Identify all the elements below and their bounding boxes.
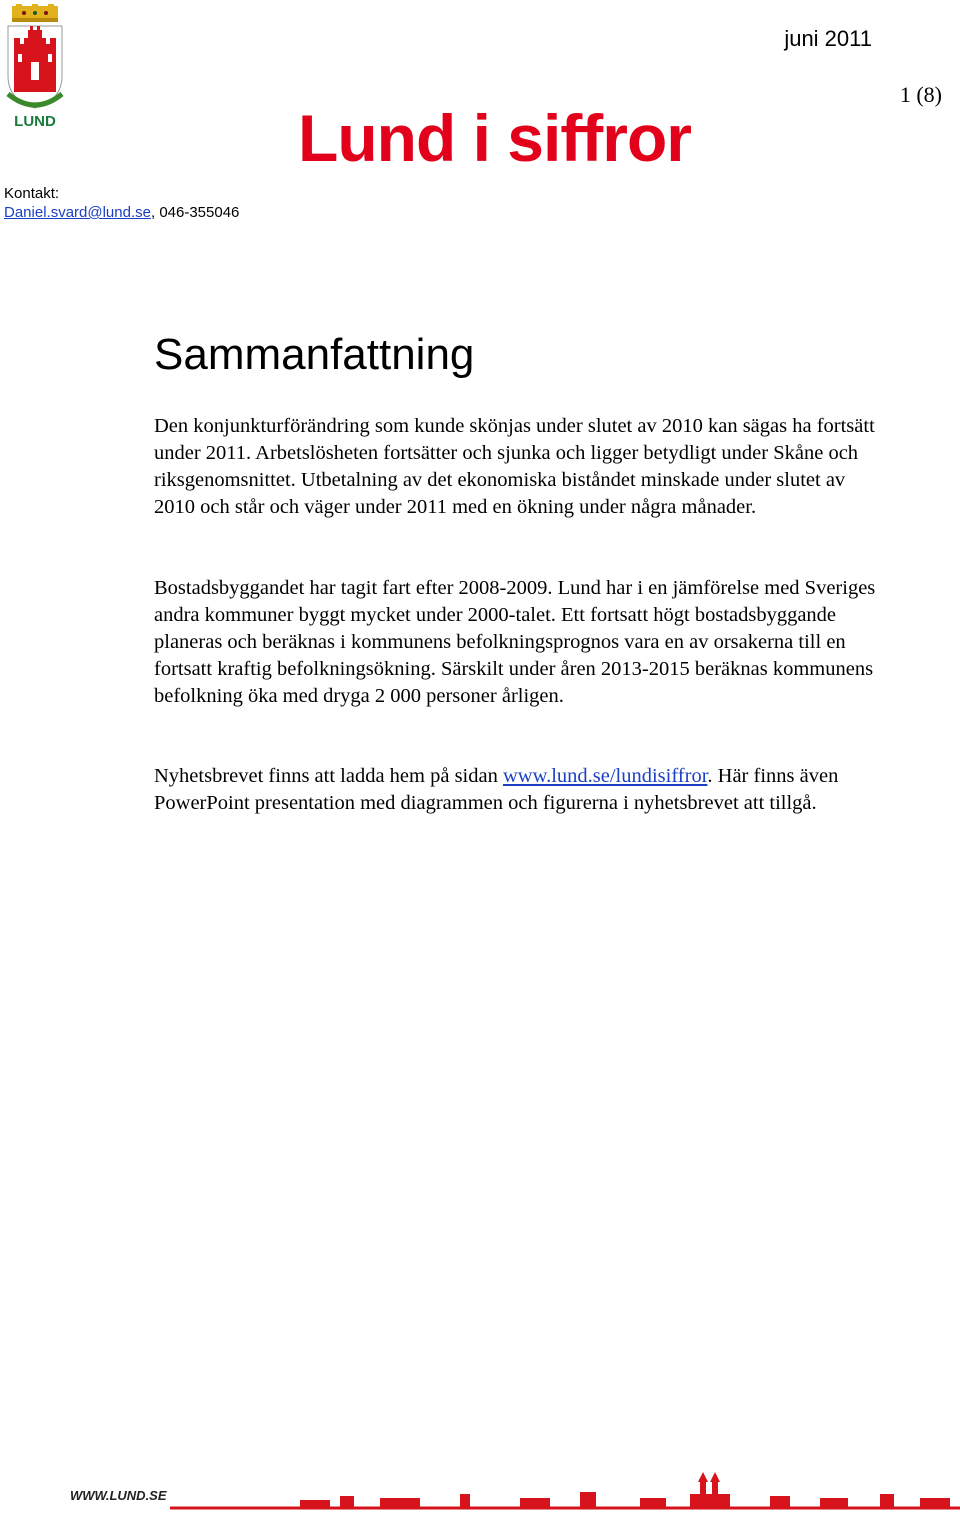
svg-text:LUND: LUND bbox=[14, 113, 56, 130]
p3-text-before: Nyhetsbrevet finns att ladda hem på sidan bbox=[154, 765, 503, 787]
summary-paragraph-3 bbox=[154, 763, 884, 817]
document-date: juni 2011 bbox=[784, 26, 872, 51]
section-heading: Sammanfattning bbox=[154, 330, 475, 379]
contact-label: Kontakt: bbox=[4, 185, 60, 202]
summary-paragraph-2: Bostadsbyggandet har tagit fart efter 2008-2009. Lund har i en jämförelse med Sveriges andra kommuner byggt mycket under 2000-talet. Ett fortsatt högt bostadsbyggande planeras och beräknas i kommunens befolkningsprognos vara en av orsakerna till en fortsatt kraftig befolkningsökning. Särskilt under åren 2013-2015 beräknas kommunens befolkning öka med dryga 2 000 personer årligen. bbox=[154, 577, 876, 707]
contact-email-link-tld[interactable]: .se bbox=[130, 204, 151, 221]
p3-text-after: . Här finns även PowerPoint presentation med diagrammen och figurerna i nyhetsbrevet att tillgå. bbox=[154, 765, 839, 814]
footer-website: WWW.LUND.SE bbox=[70, 1488, 167, 1503]
summary-paragraph-1: Den konjunkturförändring som kunde skönjas under slutet av 2010 kan sägas ha fortsätt under 2011. Arbetslösheten fortsätter och sjunka och ligger betydligt under Skåne och riksgenomsnittet. Utbetalning av det ekonomiska biståndet minskade under slutet av 2010 och står och väger under 2011 med en ökning under några månader. bbox=[154, 415, 875, 518]
page-number: 1 (8) bbox=[899, 82, 942, 107]
document-title: Lund i siffror bbox=[298, 101, 691, 175]
contact-block bbox=[4, 184, 239, 222]
contact-line bbox=[4, 203, 239, 222]
lund-coat-of-arms-logo bbox=[4, 4, 66, 130]
lundisiffror-link[interactable]: www.lund.se/lundisiffror bbox=[502, 765, 708, 787]
contact-phone: , 046-355046 bbox=[150, 204, 240, 221]
contact-email-link[interactable]: Daniel.svard@lund bbox=[4, 204, 131, 221]
